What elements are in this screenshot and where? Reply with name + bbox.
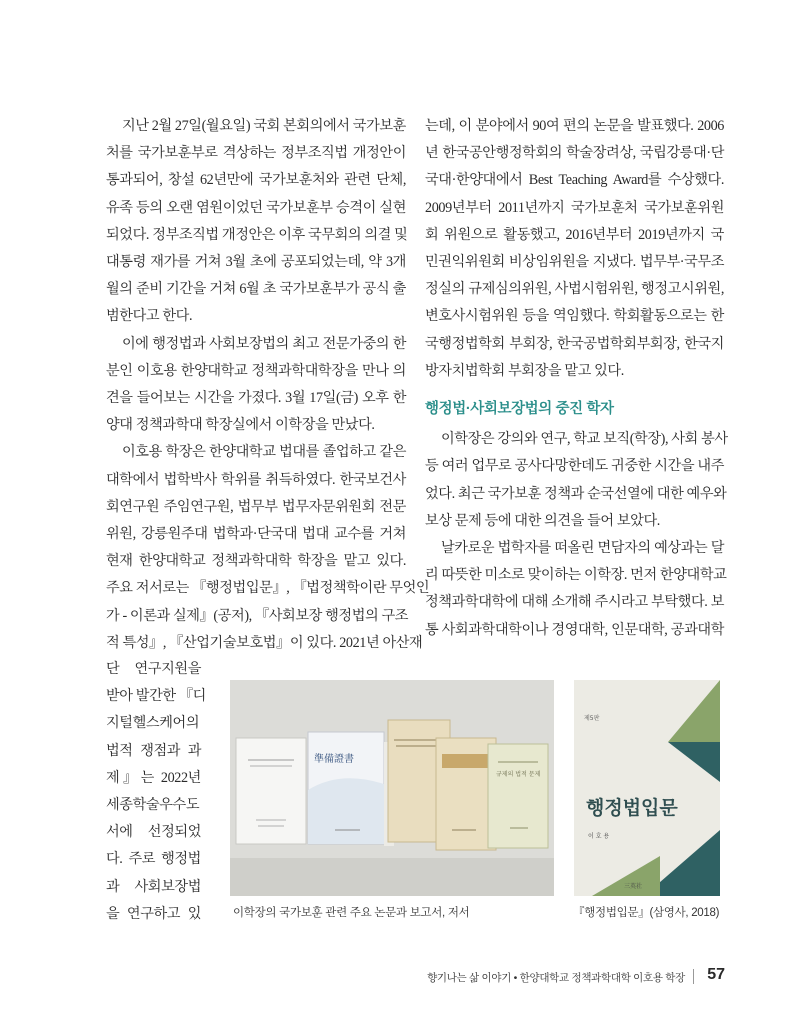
paragraph-line: 이학장은 강의와 연구, 학교 보직(학장), 사회 봉사 bbox=[441, 431, 728, 448]
paragraph-line: 민권익위원회 비상임위원을 지냈다. 법무부·국무조 bbox=[425, 254, 724, 271]
footer-divider bbox=[693, 969, 694, 984]
paragraph-line: 적 특성』, 『산업기술보호법』이 있다. 2021년 아산재 bbox=[106, 634, 423, 651]
paragraph-line: 회연구원 주임연구원, 법무부 법무자문위원회 전문 bbox=[106, 498, 406, 515]
paragraph-line: 날카로운 법학자를 떠올린 면담자의 예상과는 달 bbox=[441, 540, 724, 557]
cover-edition: 제5판 bbox=[584, 715, 600, 722]
paragraph-line: 통과되어, 창설 62년만에 국가보훈처와 관련 단체, bbox=[106, 172, 406, 189]
page-number: 57 bbox=[707, 966, 725, 983]
cover-author: 이 호 용 bbox=[588, 833, 610, 840]
paragraph-line: 되었다. 정부조직법 개정안은 이후 국무회의 의결 및 bbox=[106, 226, 408, 243]
paragraph-line: 다. 주로 행정법 bbox=[106, 851, 201, 868]
paragraph-line: 법적 쟁점과 과 bbox=[106, 742, 201, 759]
running-title: 향기나는 삶 이야기 • 한양대학교 정책과학대학 이호용 학장 bbox=[427, 972, 685, 984]
paragraph-line: 월의 준비 기간을 거쳐 6월 초 국가보훈부가 공식 출 bbox=[106, 281, 406, 298]
paragraph-line: 이호용 학장은 한양대학교 법대를 졸업하고 같은 bbox=[122, 444, 406, 461]
paragraph-line: 년 한국공안행정학회의 학술장려상, 국립강릉대·단 bbox=[425, 145, 724, 162]
paragraph-line: 정책과학대학에 대해 소개해 주시라고 부탁했다. 보 bbox=[425, 594, 724, 611]
paragraph-line: 방자치법학회 부회장을 맡고 있다. bbox=[425, 362, 624, 379]
paragraph-line: 국대·한양대에서 Best Teaching Award를 수상했다. bbox=[425, 172, 724, 189]
paragraph-line: 국행정법학회 부회장, 한국공법학회부회장, 한국지 bbox=[425, 335, 724, 352]
paragraph-line: 이에 행정법과 사회보장법의 최고 전문가중의 한 bbox=[122, 335, 406, 352]
paragraph-line: 범한다고 한다. bbox=[106, 308, 193, 325]
paragraph-line: 위원, 강릉원주대 법학과·단국대 법대 교수를 거쳐 bbox=[106, 526, 406, 543]
paragraph-line: 받아 발간한 『디 bbox=[106, 688, 206, 705]
paragraph-line: 유족 등의 오랜 염원이었던 국가보훈부 승격이 실현 bbox=[106, 199, 406, 216]
cover-title: 행정법입문 bbox=[586, 797, 678, 819]
paragraph-line: 현재 한양대학교 정책과학대학 학장을 맡고 있다. bbox=[106, 553, 406, 570]
book-cover bbox=[574, 680, 720, 896]
cover-publisher: 三英社 bbox=[624, 883, 643, 890]
paragraph-line: 회 위원으로 활동했고, 2016년부터 2019년까지 국 bbox=[425, 226, 724, 243]
page-footer bbox=[420, 966, 725, 988]
paragraph-line: 등 여러 업무로 공사다망한데도 귀중한 시간을 내주 bbox=[425, 458, 724, 475]
paragraph-line: 분인 이호용 한양대학교 정책과학대학장을 만나 의 bbox=[106, 362, 406, 379]
paragraph-line: 단 연구지원을 bbox=[106, 661, 201, 677]
paragraph-line: 양대 정책과학대 학장실에서 이학장을 만났다. bbox=[106, 417, 375, 434]
paragraph-line: 대통령 재가를 거쳐 3월 초에 공포되었는데, 약 3개 bbox=[106, 254, 406, 271]
paragraph-line: 가 - 이론과 실제』(공저), 『사회보장 행정법의 구조 bbox=[106, 607, 409, 624]
paragraph-line: 는데, 이 분야에서 90여 편의 논문을 발표했다. 2006 bbox=[425, 118, 724, 134]
paragraph-line: 견을 들어보는 시간을 가졌다. 3월 17일(금) 오후 한 bbox=[106, 390, 406, 407]
paragraph-line: 었다. 최근 국가보훈 정책과 순국선열에 대한 예우와 bbox=[425, 485, 727, 502]
reports-illustration bbox=[230, 680, 554, 896]
paragraph-line: 지털헬스케어의 bbox=[106, 715, 200, 732]
paragraph-line: 리 따뜻한 미소로 맞이하는 이학장. 먼저 한양대학교 bbox=[425, 567, 727, 584]
paragraph-line: 처를 국가보훈부로 격상하는 정부조직법 개정안이 bbox=[106, 145, 406, 162]
paragraph-line: 보상 문제 등에 대한 의견을 들어 보았다. bbox=[425, 512, 660, 529]
right-column bbox=[425, 113, 728, 644]
paragraph-line: 주요 저서로는 『행정법입문』, 『법정책학이란 무엇인 bbox=[106, 580, 430, 597]
left-column bbox=[106, 113, 430, 657]
paragraph-line: 2009년부터 2011년까지 국가보훈처 국가보훈위원 bbox=[425, 199, 724, 216]
paragraph-line: 변호사시험위원 등을 역임했다. 학회활동으로는 한 bbox=[425, 308, 724, 325]
paragraph-line: 을 연구하고 있 bbox=[106, 905, 201, 922]
reports-photo bbox=[230, 680, 554, 896]
figure-caption: 『행정법입문』(삼영사, 2018) bbox=[573, 907, 720, 919]
figure-caption: 이학장의 국가보훈 관련 주요 논문과 보고서, 저서 bbox=[233, 907, 470, 919]
paragraph-line: 지난 2월 27일(월요일) 국회 본회의에서 국가보훈 bbox=[122, 118, 406, 134]
paragraph-line: 정실의 규제심의위원, 사법시험위원, 행정고시위원, bbox=[425, 281, 724, 298]
paragraph-line: 대학에서 법학박사 학위를 취득하였다. 한국보건사 bbox=[106, 471, 406, 488]
book-cover-illustration bbox=[574, 680, 720, 896]
paragraph-line: 세종학술우수도 bbox=[106, 797, 200, 814]
narrow-column bbox=[106, 656, 206, 928]
paragraph-line: 서에 선정되었 bbox=[106, 824, 201, 841]
paragraph-line: 과 사회보장법 bbox=[106, 878, 201, 895]
paragraph-line: 통 사회과학대학이나 경영대학, 인문대학, 공과대학 bbox=[425, 621, 724, 638]
book-title-label: 準備證書 bbox=[314, 754, 354, 765]
book-title-label: 규제의 법적 문제 bbox=[496, 771, 541, 778]
section-heading: 행정법·사회보장법의 중진 학자 bbox=[425, 401, 614, 418]
paragraph-line: 제』는 2022년 bbox=[106, 769, 201, 786]
